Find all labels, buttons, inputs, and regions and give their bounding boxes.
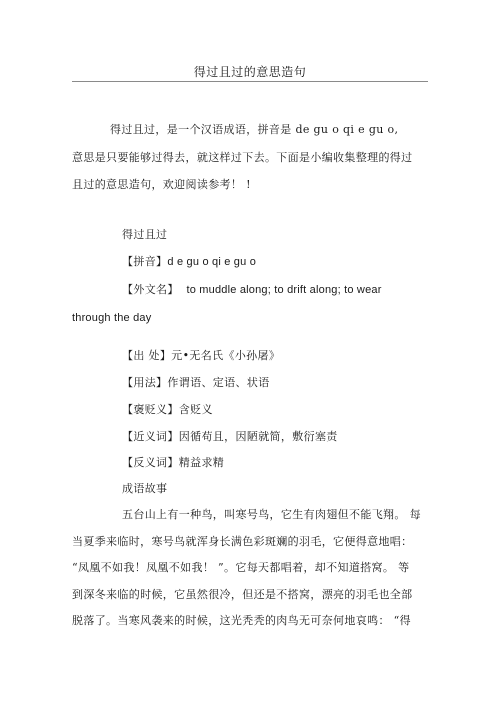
connotation-row: 【褒贬义】含贬义 — [122, 403, 213, 416]
intro-line-1: 得过且过，是一个汉语成语，拼音是 de gu o qi e gu o, — [110, 123, 399, 136]
foreign-name-value: to muddle along; to drift along; to wear — [186, 284, 382, 296]
foreign-name-label: 【外文名】 — [122, 283, 179, 296]
title-underline — [72, 81, 428, 82]
source-row: 【出 处】元•无名氏《小孙屠》 — [122, 349, 281, 362]
synonyms-row: 【近义词】因循苟且，因陋就简，敷衍塞责 — [122, 430, 338, 443]
entry-heading: 得过且过 — [122, 228, 168, 241]
pinyin-value: d e gu o qi e gu o — [167, 256, 257, 268]
usage-row: 【用法】作谓语、定语、状语 — [122, 376, 270, 389]
intro-line-3: 且过的意思造句，欢迎阅读参考！ ! — [72, 178, 251, 191]
foreign-name-row — [122, 283, 382, 297]
pinyin-label: 【拼音】 — [122, 255, 168, 268]
story-line-5: 脱落了。当寒风袭来的时候，这光秃秃的肉鸟无可奈何地哀鸣： “得 — [72, 614, 411, 627]
pinyin-row — [122, 255, 256, 269]
story-line-3: “凤凰不如我！凤凰不如我！ ”。它每天都唱着，却不知道搭窝。 等 — [72, 561, 410, 574]
antonyms-row: 【反义词】精益求精 — [122, 456, 225, 469]
story-heading: 成语故事 — [122, 482, 168, 495]
page-title: 得过且过的意思造句 — [193, 65, 307, 79]
story-line-4: 到深冬来临的时候，它虽然很冷，但还是不搭窝，漂亮的羽毛也全部 — [72, 588, 413, 601]
intro-line-2: 意思是只要能够过得去，就这样过下去。下面是小编收集整理的得过 — [72, 151, 413, 164]
story-line-1: 五台山上有一种鸟，叫寒号鸟，它生有肉翅但不能飞翔。 每 — [122, 508, 421, 521]
foreign-name-continuation: through the day — [72, 312, 152, 324]
story-line-2: 当夏季来临时，寒号鸟就浑身长满色彩斑斓的羽毛，它便得意地唱： — [72, 535, 413, 548]
